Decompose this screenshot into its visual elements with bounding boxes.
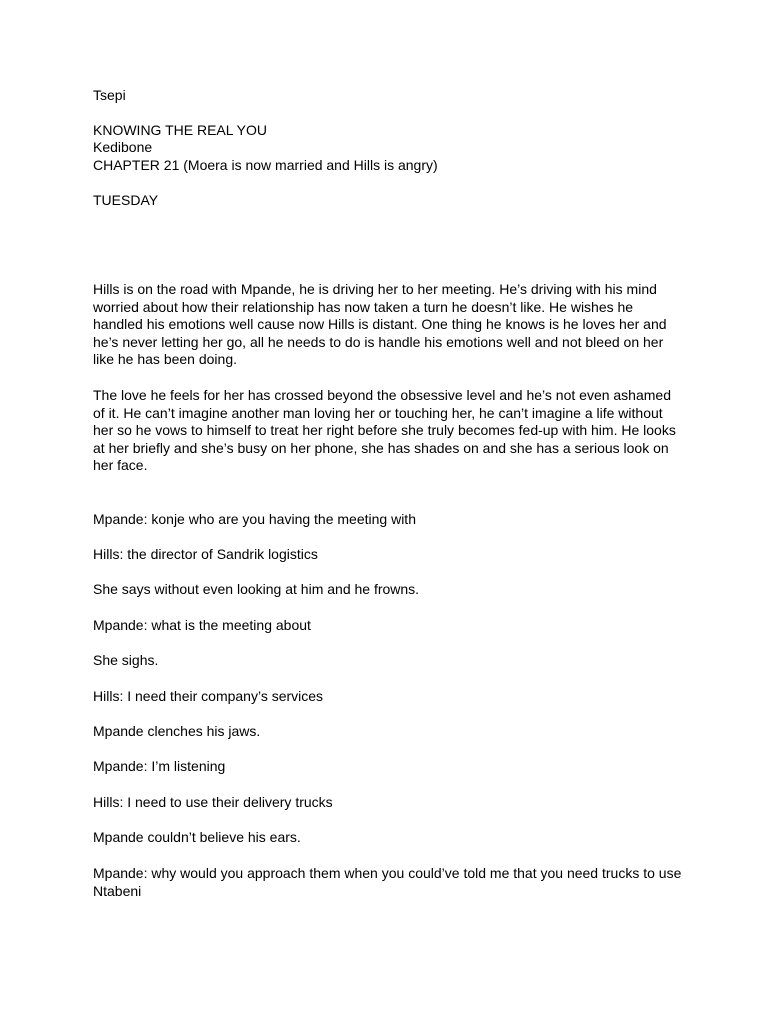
dialogue-line: Mpande: what is the meeting about xyxy=(93,617,311,633)
body-paragraph-2: The love he feels for her has crossed beyond the obsessive level and he’s not even ashamed of it. He can’t imagine another man loving her or touching her, he can’t imagine a life without her so he vows to himself to treat her right before she truly becomes fed-up with him. He looks at her briefly and she’s busy on her phone, she has shades on and she has a serious look on her face. xyxy=(93,387,676,474)
day-heading: TUESDAY xyxy=(93,192,159,208)
book-title: KNOWING THE REAL YOU xyxy=(93,122,267,138)
dialogue-line: Mpande: I’m listening xyxy=(93,758,226,774)
narration-line: Mpande couldn’t believe his ears. xyxy=(93,829,301,845)
author-name: Kedibone xyxy=(93,139,153,155)
narration-line: Mpande clenches his jaws. xyxy=(93,723,261,739)
dialogue-line: Mpande: konje who are you having the meeting with xyxy=(93,511,416,527)
narration-line: She says without even looking at him and he frowns. xyxy=(93,581,420,597)
author-top-text: Tsepi xyxy=(93,87,126,103)
dialogue-line: Hills: I need their company’s services xyxy=(93,688,324,704)
dialogue-line: Hills: the director of Sandrik logistics xyxy=(93,546,318,562)
narration-line: She sighs. xyxy=(93,652,159,668)
body-paragraph-1: Hills is on the road with Mpande, he is driving her to her meeting. He’s driving with his mind worried about how their relationship has now taken a turn he doesn’t like. He wishes he handled his emotions well cause now Hills is distant. One thing he knows is he loves her and he’s never letting her go, all he needs to do is handle his emotions well and not bleed on her like he has been doing. xyxy=(93,281,667,368)
dialogue-paragraph-last: Mpande: why would you approach them when you could’ve told me that you need trucks to use Ntabeni xyxy=(93,865,682,899)
chapter-heading: CHAPTER 21 (Moera is now married and Hills is angry) xyxy=(93,157,438,173)
dialogue-line: Hills: I need to use their delivery trucks xyxy=(93,794,333,810)
